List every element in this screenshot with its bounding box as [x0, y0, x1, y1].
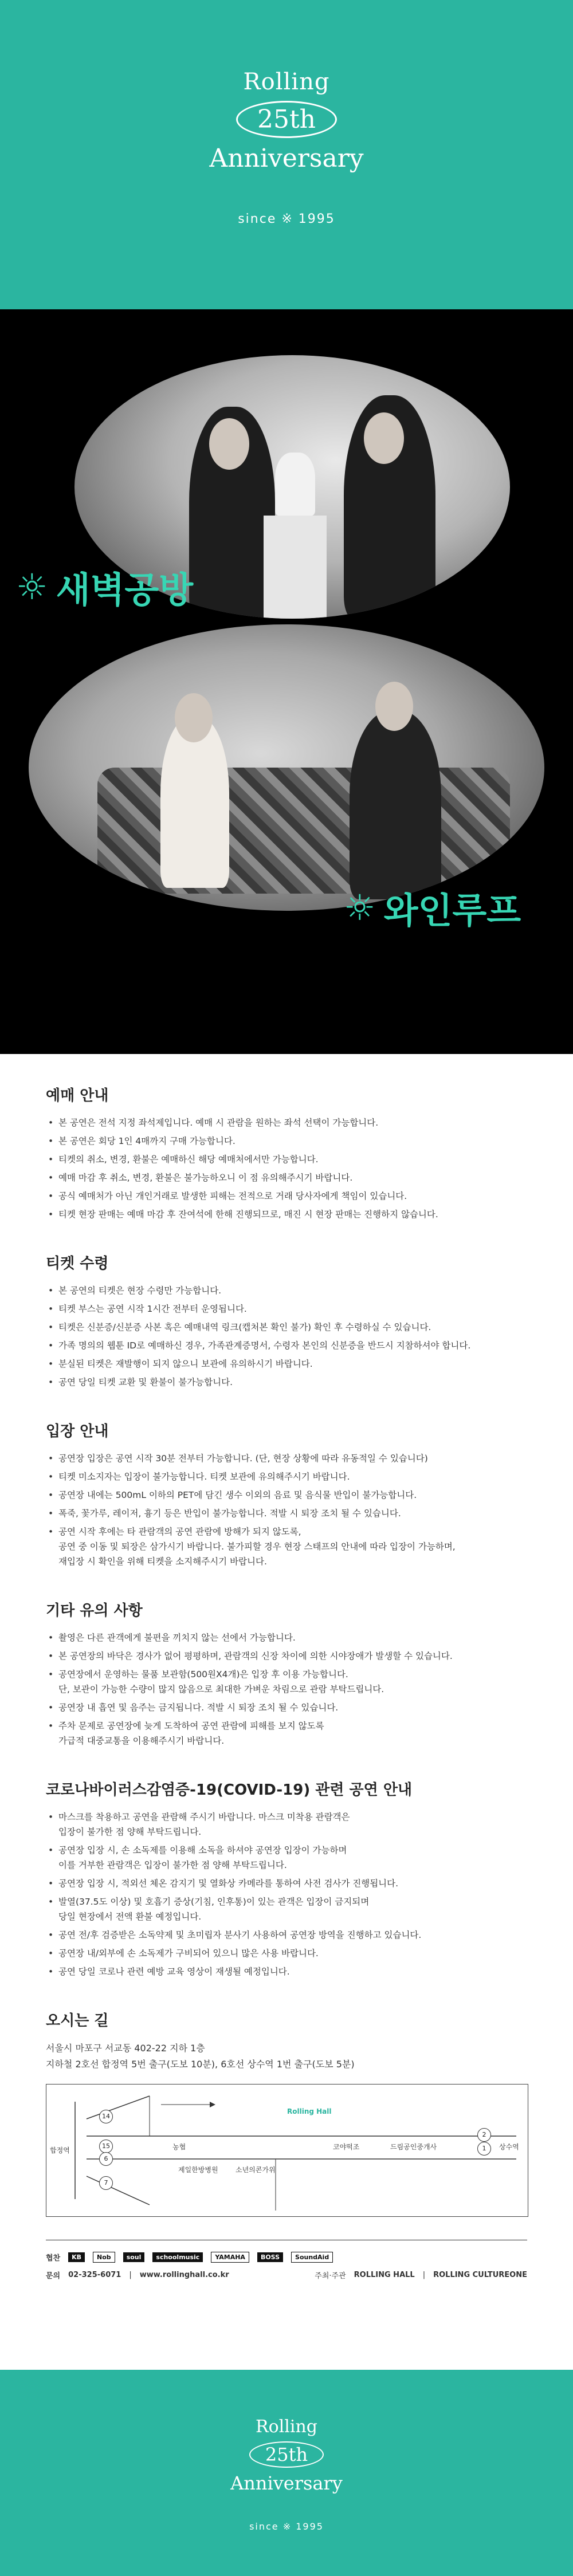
- logo-anniversary: Anniversary: [230, 2472, 343, 2494]
- sponsor-logo: BOSS: [257, 2252, 283, 2262]
- pedestal: [264, 516, 327, 619]
- list-item: [46, 1524, 527, 1569]
- contact-website[interactable]: www.rollinghall.co.kr: [139, 2271, 229, 2279]
- list-item: • 본 공연은 전석 지정 좌석제입니다. 예매 시 관람을 원하는 좌석 선택이 가능합니다.: [46, 1115, 527, 1130]
- list-item: • 예매 마감 후 취소, 변경, 환불은 불가능하오니 이 점 유의해주시기 바랍니다.: [46, 1170, 527, 1185]
- exit-badge: 2: [477, 2128, 491, 2142]
- list-item: • 공연장 입장은 공연 시작 30분 전부터 가능합니다. (단, 현장 상황에 따라 유동적일 수 있습니다): [46, 1451, 527, 1466]
- logo-anniversary: Anniversary: [209, 144, 364, 173]
- station-hapjeong: 합정역: [50, 2146, 70, 2154]
- section-etc: [46, 1599, 527, 1748]
- location-map[interactable]: [46, 2084, 528, 2217]
- map-label: 코야떡조: [333, 2143, 360, 2151]
- list-line: 단, 보관이 가능한 수량이 많지 않음으로 최대한 가벼운 차림으로 관람 부탁드립니다.: [58, 1684, 384, 1694]
- logo-rolling: Rolling: [243, 69, 330, 95]
- sponsor-logo: KB: [68, 2252, 85, 2262]
- section-entry: [46, 1419, 527, 1569]
- person-face: [364, 412, 404, 464]
- contact-label: 문의: [46, 2272, 61, 2280]
- sun-icon: ☼: [344, 887, 376, 929]
- list-item: • 티켓 미소지자는 입장이 불가능합니다. 티켓 보관에 유의해주시기 바랍니다.: [46, 1469, 527, 1484]
- list-item: • 공연장 입장 시, 적외선 체온 감지기 및 열화상 카메라를 통하여 사전 검사가 진행됩니다.: [46, 1876, 527, 1891]
- section-sale: [46, 1084, 527, 1222]
- sponsor-label: 협찬: [46, 2254, 61, 2263]
- list-line: 당일 현장에서 전액 환불 예정입니다.: [58, 1912, 202, 1922]
- sun-icon: ☼: [16, 566, 48, 608]
- exit-badge: 7: [99, 2176, 113, 2190]
- list-item: • 공식 예매처가 아닌 개인거래로 발생한 피해는 전적으로 거래 당사자에게 책임이 있습니다.: [46, 1189, 527, 1204]
- section-title: 코로나바이러스감염증-19(COVID-19) 관련 공연 안내: [46, 1781, 413, 1799]
- statue-bust: [275, 453, 315, 516]
- anniversary-logo: [0, 2417, 573, 2494]
- section-ticket: [46, 1252, 527, 1390]
- band-name-saebyeok: 새벽공방: [56, 569, 194, 611]
- list-line: • 주차 문제로 공연장에 늦게 도착하여 공연 관람에 피해를 보지 않도록: [58, 1721, 324, 1731]
- list-line: 이를 거부한 관람객은 입장이 불가한 점 양해 부탁드립니다.: [58, 1860, 287, 1870]
- list-item: • 공연장 내 흡연 및 음주는 금지됩니다. 적발 시 퇴장 조치 될 수 있습니다.: [46, 1700, 527, 1715]
- list-line: • 공연장 입장 시, 손 소독제를 이용해 소독을 하셔야 공연장 입장이 가능하며: [58, 1845, 347, 1855]
- since-1995: since ※ 1995: [249, 2521, 324, 2532]
- list-line: 입장이 불가한 점 양해 부탁드립니다.: [58, 1827, 202, 1837]
- sponsor-row: [46, 2252, 527, 2263]
- location-text: [46, 2040, 527, 2072]
- exit-badge: 14: [99, 2110, 113, 2123]
- list-line: • 공연 시작 후에는 타 관람객의 공연 관람에 방해가 되지 않도록,: [58, 1527, 301, 1537]
- logo-25th-oval: [236, 101, 337, 138]
- list-item: [46, 1894, 527, 1924]
- band-title-wineloop: [344, 882, 521, 933]
- divider: |: [422, 2271, 426, 2279]
- section-title: 오시는 길: [46, 2012, 109, 2030]
- logo-rolling: Rolling: [256, 2417, 317, 2437]
- list-item: [46, 1810, 527, 1839]
- list-item: • 가족 명의의 웹툰 ID로 예매하신 경우, 가족관계증명서, 수령자 본인의 신분증을 반드시 지참하셔야 합니다.: [46, 1338, 527, 1353]
- exit-badge: 6: [99, 2152, 113, 2166]
- list-item: • 폭죽, 꽃가루, 레이저, 흉기 등은 반입이 불가능합니다. 적발 시 퇴장 조치 될 수 있습니다.: [46, 1506, 527, 1521]
- list-item: • 본 공연의 티켓은 현장 수령만 가능합니다.: [46, 1283, 527, 1298]
- list-item: • 분실된 티켓은 재발행이 되지 않으니 보관에 유의하시기 바랍니다.: [46, 1356, 527, 1371]
- list-line: 가급적 대중교통을 이용해주시기 바랍니다.: [58, 1736, 225, 1746]
- logo-25th: 25th: [265, 2444, 308, 2465]
- organizer-1: ROLLING HALL: [354, 2271, 415, 2279]
- list-item: • 티켓의 취소, 변경, 환불은 예매하신 해당 예매처에서만 가능합니다.: [46, 1152, 527, 1167]
- organizer-2: ROLLING CULTUREONE: [433, 2271, 527, 2279]
- list-line: 재입장 시 확인을 위해 티켓을 소지해주시기 바랍니다.: [58, 1556, 267, 1567]
- list-line: • 마스크를 착용하고 공연을 관람해 주시기 바랍니다. 마스크 미착용 관람객은: [58, 1812, 350, 1822]
- logo-25th: 25th: [257, 105, 316, 134]
- person-silhouette: [350, 710, 441, 899]
- directions: 지하철 2호선 합정역 5번 출구(도보 10분), 6호선 상수역 1번 출구(도보 5분): [46, 2059, 355, 2070]
- list-item: [46, 1667, 527, 1697]
- section-title: 티켓 수령: [46, 1255, 109, 1272]
- map-label: 소년의콘가위: [236, 2166, 276, 2174]
- list-item: • 공연장 내/외부에 손 소독제가 구비되어 있으니 많은 사용 바랍니다.: [46, 1946, 527, 1961]
- list-item: • 공연 당일 코로나 관련 예방 교육 영상이 재생될 예정입니다.: [46, 1964, 527, 1979]
- section-title: 기타 유의 사항: [46, 1602, 143, 1619]
- contact-row: [46, 2270, 527, 2280]
- section-title: 입장 안내: [46, 1423, 109, 1440]
- exit-badge: 15: [99, 2140, 113, 2153]
- map-label: 드림공인중개사: [390, 2143, 437, 2151]
- photo-wine-loop: [29, 624, 544, 911]
- address: 서울시 마포구 서교동 402-22 지하 1층: [46, 2043, 205, 2054]
- list-item: • 촬영은 다른 관객에게 불편을 끼치지 않는 선에서 가능합니다.: [46, 1630, 527, 1645]
- section-covid: [46, 1778, 527, 1979]
- map-roads: [46, 2085, 528, 2216]
- section-title: 예매 안내: [46, 1087, 109, 1104]
- map-label: 농협: [172, 2143, 186, 2151]
- info-content: [0, 1054, 573, 2217]
- list-line: • 공연장에서 운영하는 물품 보관함(500원X4개)은 입장 후 이용 가능합니다.: [58, 1669, 348, 1680]
- list-item: • 공연 당일 티켓 교환 및 환불이 불가능합니다.: [46, 1375, 527, 1390]
- sponsor-logo: schoolmusic: [152, 2252, 203, 2262]
- person-face: [375, 682, 413, 731]
- sponsor-logo: SoundAid: [291, 2252, 333, 2263]
- sponsor-logo: Nob: [93, 2252, 115, 2263]
- person-face: [175, 693, 213, 742]
- list-item: • 본 공연은 회당 1인 4매까지 구매 가능합니다.: [46, 1134, 527, 1149]
- map-label: 제일한방병원: [178, 2166, 218, 2174]
- person-face: [209, 418, 249, 470]
- since-1995: since ※ 1995: [238, 212, 335, 226]
- divider: |: [129, 2271, 132, 2279]
- organizer-label: 주최·주관: [315, 2272, 346, 2280]
- anniversary-logo: [0, 69, 573, 173]
- patterned-sofa: [97, 768, 510, 894]
- list-item: • 공연 전/후 검증받은 소독약제 및 초미립자 분사기 사용하여 공연장 방역을 진행하고 있습니다.: [46, 1928, 527, 1942]
- list-item: [46, 1843, 527, 1873]
- list-line: • 발열(37.5도 이상) 및 호흡기 증상(기침, 인후통)이 있는 관객은 입장이 금지되며: [58, 1897, 370, 1907]
- list-item: • 본 공연장의 바닥은 경사가 없어 평평하며, 관람객의 신장 차이에 의한 시야장애가 발생할 수 있습니다.: [46, 1649, 527, 1663]
- artist-photo-section: [0, 309, 573, 1054]
- list-item: • 티켓은 신분증/신분증 사본 혹은 예매내역 링크(캡처본 확인 불가) 확인 후 수령하실 수 있습니다.: [46, 1320, 527, 1335]
- list-line: 공연 중 이동 및 퇴장은 삼가시기 바랍니다. 불가피할 경우 현장 스태프의 안내에 따라 입장이 가능하며,: [58, 1541, 456, 1552]
- band-name-wineloop: 와인루프: [383, 890, 521, 931]
- logo-25th-oval: [249, 2441, 324, 2468]
- exit-badge: 1: [477, 2142, 491, 2156]
- list-item: [46, 1718, 527, 1748]
- list-item: • 티켓 부스는 공연 시작 1시간 전부터 운영됩니다.: [46, 1301, 527, 1316]
- list-item: • 티켓 현장 판매는 예매 마감 후 잔여석에 한해 진행되므로, 매진 시 현장 판매는 진행하지 않습니다.: [46, 1207, 527, 1222]
- venue-rolling-hall: Rolling Hall: [287, 2107, 332, 2115]
- sponsor-logo: soul: [123, 2252, 145, 2262]
- station-sangsu: 상수역: [499, 2143, 519, 2151]
- footer: [46, 2240, 527, 2280]
- list-item: • 공연장 내에는 500mL 이하의 PET에 담긴 생수 이외의 음료 및 음식물 반입이 불가능합니다.: [46, 1488, 527, 1503]
- band-title-saebyeok: [16, 561, 193, 612]
- contact-phone[interactable]: 02-325-6071: [68, 2271, 121, 2279]
- sponsor-logo: YAMAHA: [211, 2252, 249, 2263]
- hero-banner: [0, 0, 573, 309]
- bottom-banner: [0, 2370, 573, 2576]
- section-location: [46, 2009, 527, 2217]
